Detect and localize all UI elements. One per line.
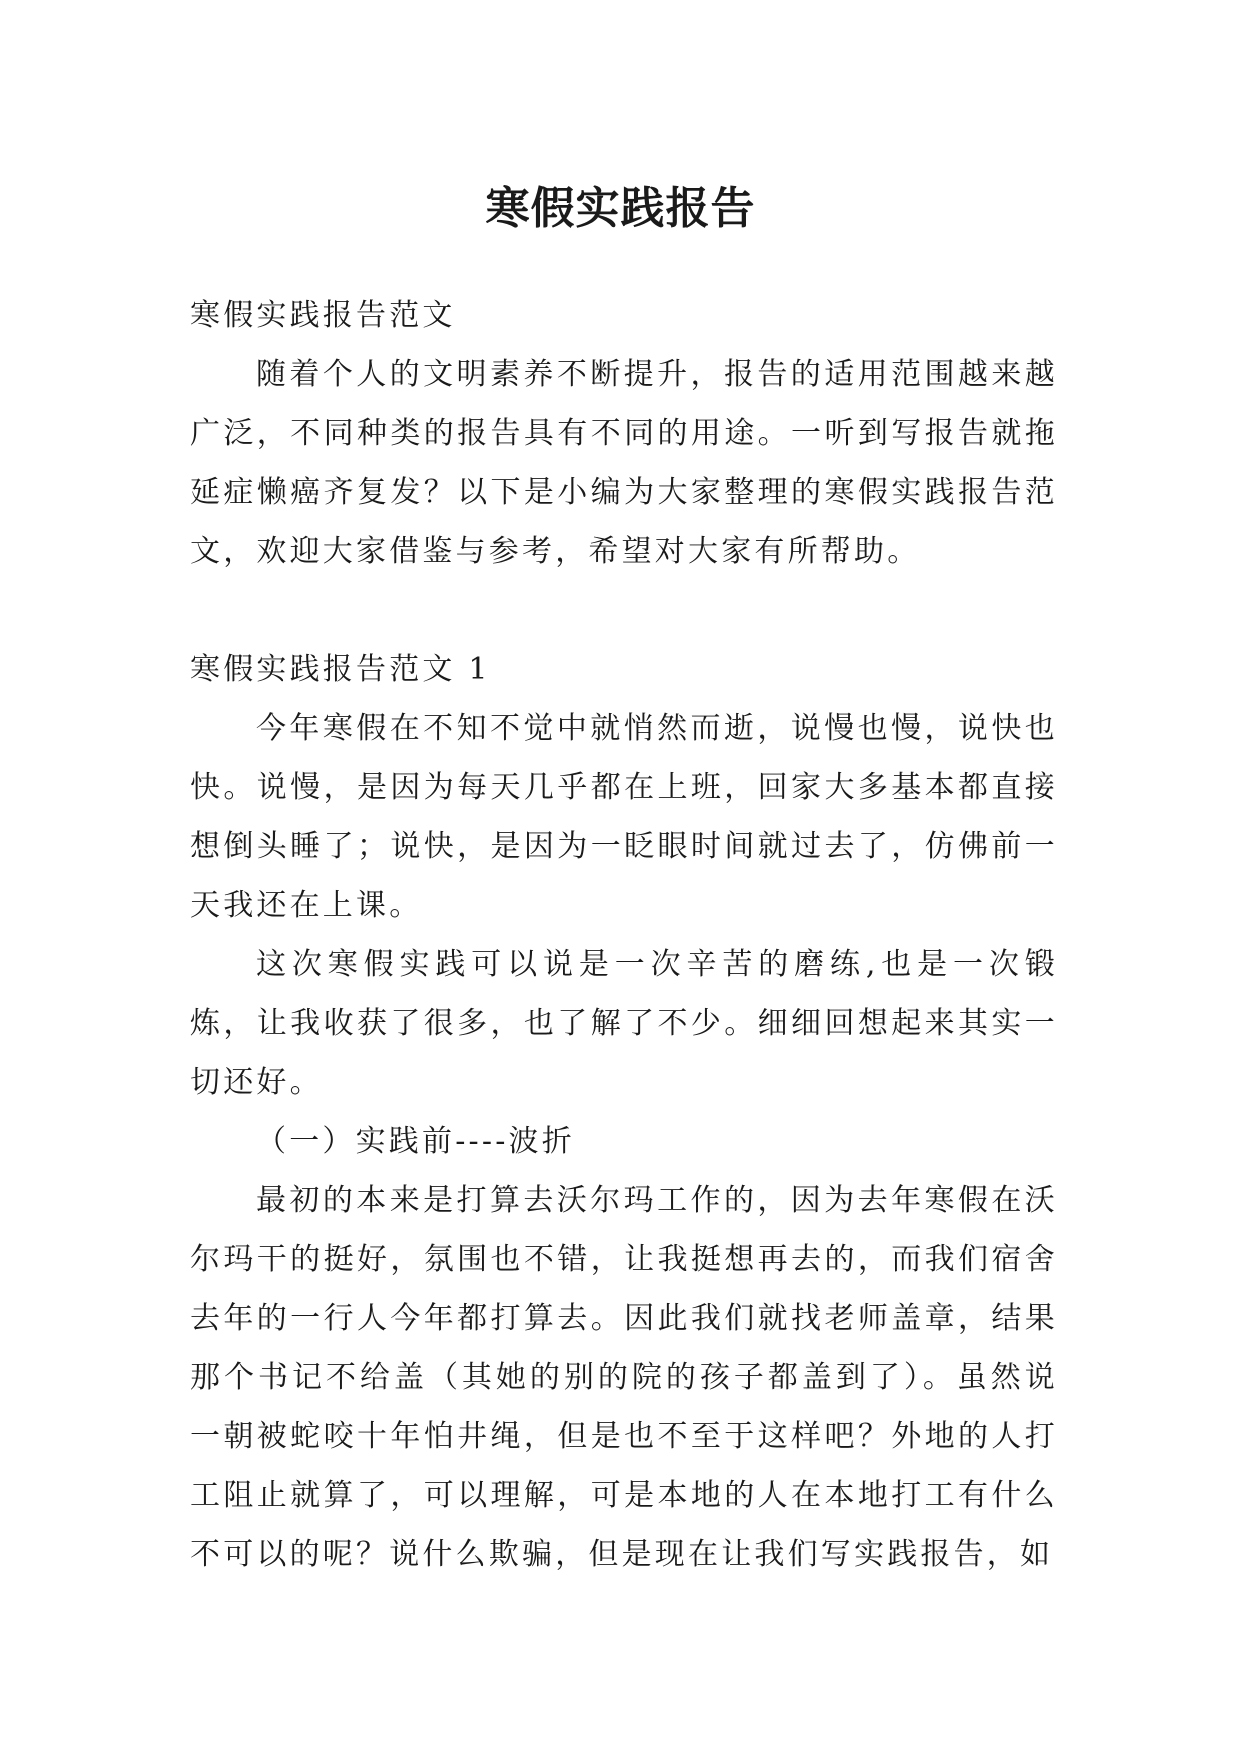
intro-paragraph: 随着个人的文明素养不断提升，报告的适用范围越来越广泛，不同种类的报告具有不同的用途。一听到写报告就拖延症懒癌齐复发？以下是小编为大家整理的寒假实践报告范文，欢迎大家借鉴与参考，希望对大家有所帮助。 xyxy=(190,357,1058,569)
document-body xyxy=(190,286,1058,1584)
document-title: 寒假实践报告 xyxy=(485,183,756,235)
body-paragraph: 这次寒假实践可以说是一次辛苦的磨练,也是一次锻炼，让我收获了很多，也了解了不少。细细回想起来其实一切还好。 xyxy=(190,947,1058,1100)
section-heading: 寒假实践报告范文 xyxy=(190,298,456,333)
article-heading: 寒假实践报告范文 1 xyxy=(190,652,491,687)
subsection-heading: （一）实践前----波折 xyxy=(256,1124,575,1159)
subsection-paragraph: 最初的本来是打算去沃尔玛工作的，因为去年寒假在沃尔玛干的挺好，氛围也不错，让我挺想再去的，而我们宿舍去年的一行人今年都打算去。因此我们就找老师盖章，结果那个书记不给盖（其她的别的院的孩子都盖到了）。虽然说一朝被蛇咬十年怕井绳，但是也不至于这样吧？外地的人打工阻止就算了，可以理解，可是本地的人在本地打工有什么不可以的呢？说什么欺骗，但是现在让我们写实践报告，如 xyxy=(190,1183,1058,1572)
body-paragraph: 今年寒假在不知不觉中就悄然而逝，说慢也慢，说快也快。说慢，是因为每天几乎都在上班，回家大多基本都直接想倒头睡了；说快，是因为一眨眼时间就过去了，仿佛前一天我还在上课。 xyxy=(190,711,1058,923)
